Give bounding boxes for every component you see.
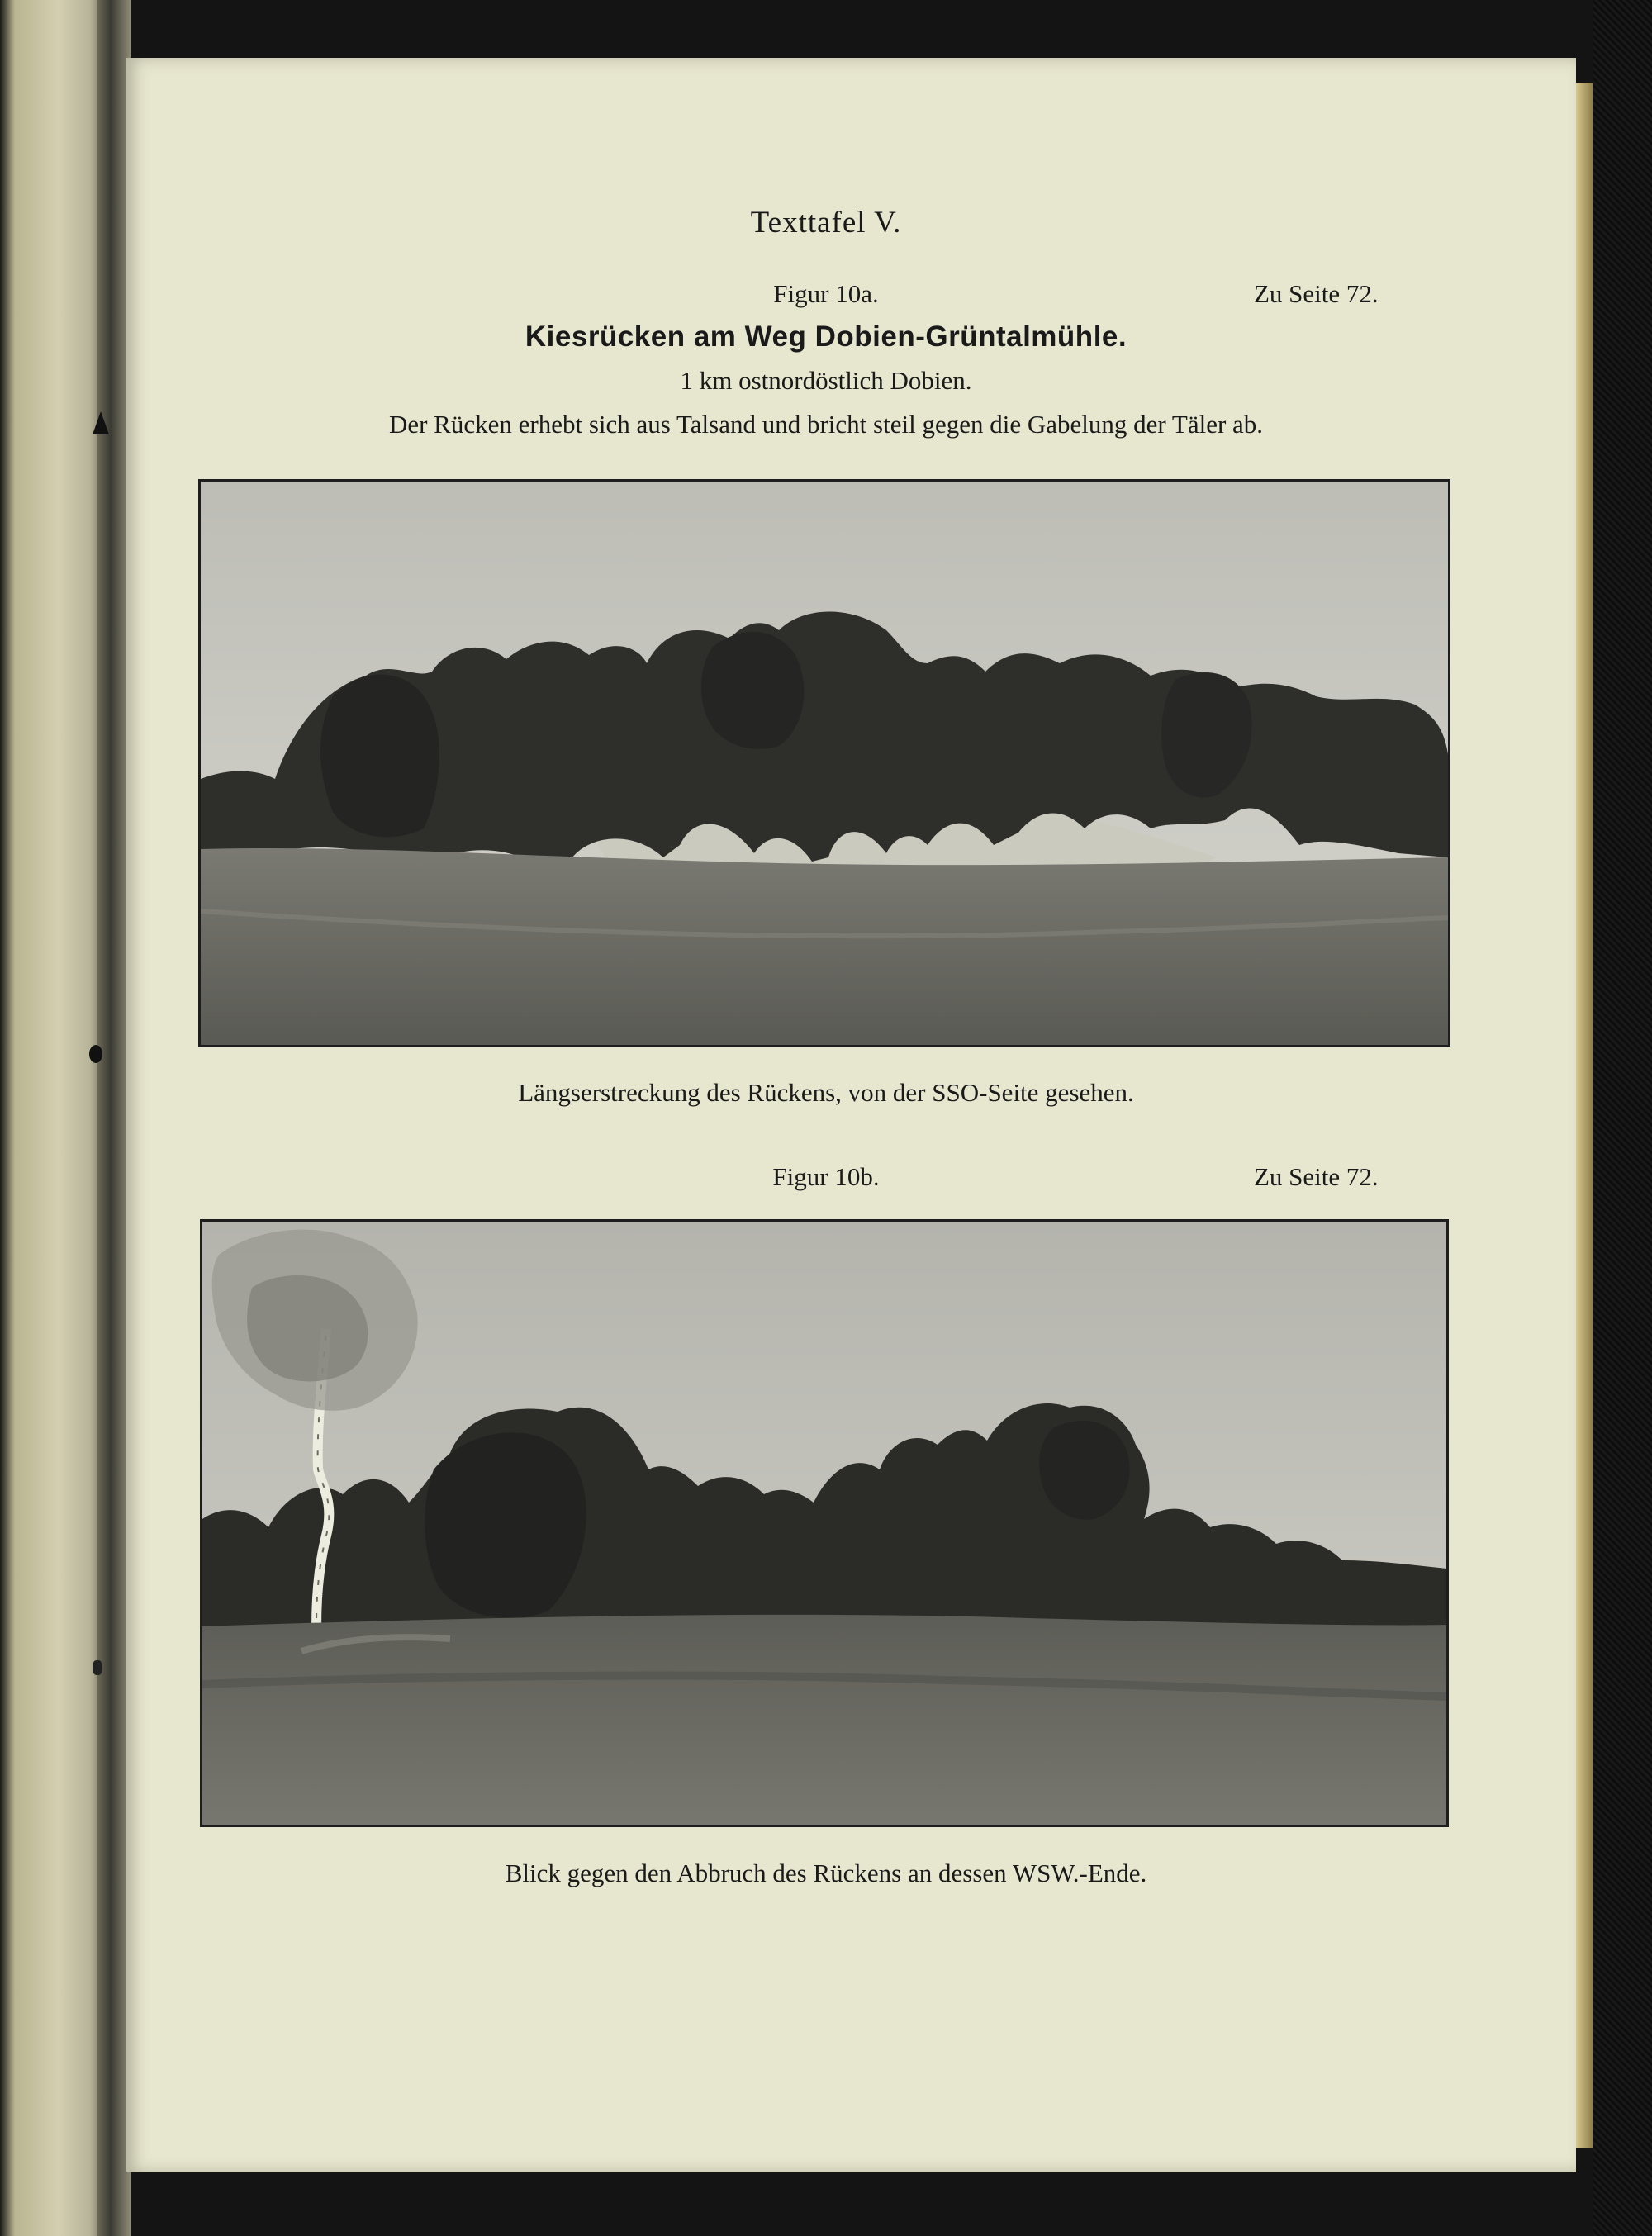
binding-mark [93,1660,102,1675]
figure-a-page-reference: Zu Seite 72. [1254,279,1379,308]
figure-b-label: Figur 10b. [772,1162,880,1191]
figure-a-subtitle: 1 km ostnordöstlich Dobien. [680,366,972,395]
left-facing-page [0,0,106,2236]
figure-b-caption: Blick gegen den Abbruch des Rückens an dessen WSW.-Ende. [505,1859,1147,1887]
figure-a-heading: Kiesrücken am Weg Dobien-Grüntalmühle. [525,320,1127,353]
photo-figure-10b [200,1219,1449,1827]
figure-a-caption: Längserstreckung des Rückens, von der SSO-Seite gesehen. [518,1078,1134,1107]
binding-mark [89,1045,102,1063]
photo-figure-10a [198,479,1450,1047]
figure-a-label: Figur 10a. [773,279,879,308]
figure-a-description: Der Rücken erhebt sich aus Talsand und bricht steil gegen die Gabelung der Täler ab. [388,410,1264,439]
figure-b-page-reference: Zu Seite 72. [1254,1162,1379,1191]
book-cover [1593,0,1652,2236]
plate-title: Texttafel V. [750,206,902,240]
binding-mark [93,411,109,434]
